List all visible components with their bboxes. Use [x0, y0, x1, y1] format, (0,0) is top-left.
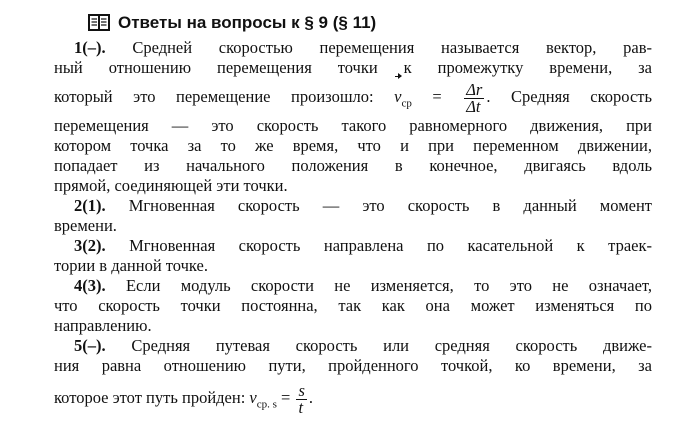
formula-fraction [296, 380, 306, 417]
answer-5-line-2 [54, 356, 652, 376]
formula-subscript: ср [401, 97, 412, 110]
answer-1-line-3 [54, 78, 652, 116]
answer-2-line-2 [54, 216, 652, 236]
answer-5-line-3 [54, 376, 652, 420]
average-velocity-formula [394, 79, 486, 116]
answer-4-line-2 [54, 296, 652, 316]
answer-1-line-7 [54, 176, 652, 196]
answer-number: 2(1). [74, 196, 106, 215]
answer-3-line-1 [54, 236, 652, 256]
open-book-icon [88, 14, 110, 32]
answer-4-line-3 [54, 316, 652, 336]
answer-number: 1(–). [74, 38, 106, 57]
answer-text: перемещения — это скорость такого равномерного движения, при [54, 116, 652, 135]
formula-numerator: s [298, 380, 305, 400]
answer-text: ный отношению перемещения точки к промежутку времени, за [54, 58, 652, 77]
answer-number: 5(–). [74, 336, 106, 355]
formula-subscript: ср. s [256, 398, 277, 411]
answer-text: прямой, соединяющей эти точки. [54, 176, 288, 195]
answer-text: Если модуль скорости не изменяется, то это не означает, [125, 276, 653, 295]
answer-text: направлению. [54, 316, 152, 335]
answer-3-line-2 [54, 256, 652, 276]
answer-text: Мгновенная скорость направлена по касательной к траек- [129, 236, 652, 255]
section-title: Ответы на вопросы к § 9 (§ 11) [118, 13, 377, 32]
answer-1-line-1 [54, 38, 652, 58]
answer-1-line-6 [54, 156, 652, 176]
answer-text: тории в данной точке. [54, 256, 208, 275]
answer-1-line-2 [54, 58, 652, 78]
answer-text: Средней скоростью перемещения называется вектор, рав- [132, 38, 652, 57]
formula-numerator: Δr [466, 79, 483, 99]
answer-1-line-4 [54, 116, 652, 136]
formula-equals: = [281, 388, 291, 407]
section-header [88, 12, 376, 34]
answer-text: который это перемещение произошло: [54, 87, 374, 106]
answer-text: Средняя путевая скорость или средняя скорость движе- [131, 336, 653, 355]
answer-number: 3(2). [74, 236, 106, 255]
answer-text: . Средняя скорость [486, 87, 653, 106]
answer-2-line-1 [54, 196, 652, 216]
answer-4-line-1 [54, 276, 652, 296]
answer-text: Мгновенная скорость — это скорость в данный момент [128, 196, 652, 215]
answer-5-line-1 [54, 336, 652, 356]
answer-text: попадает из начального положения в конечное, двигаясь вдоль [54, 156, 652, 175]
answer-text: которое этот путь пройден: [54, 388, 246, 407]
formula-denominator: Δt [466, 96, 481, 116]
formula-lhs: v [249, 388, 257, 407]
answer-text: котором точка за то же время, что и при переменном движении, [54, 136, 652, 155]
answer-number: 4(3). [74, 276, 106, 295]
formula-equals: = [432, 87, 442, 106]
formula-denominator: t [298, 397, 304, 417]
formula-lhs: v [394, 78, 401, 116]
answer-text: . [308, 388, 314, 407]
answers-body [54, 38, 652, 420]
answer-1-line-5 [54, 136, 652, 156]
answer-text: ния равна отношению пути, пройденного точкой, ко времени, за [54, 356, 652, 375]
answer-text: времени. [54, 216, 117, 235]
answer-text: что скорость точки постоянна, так как она может изменяться по [54, 296, 652, 315]
path-speed-formula [249, 380, 308, 417]
formula-fraction [464, 79, 484, 116]
